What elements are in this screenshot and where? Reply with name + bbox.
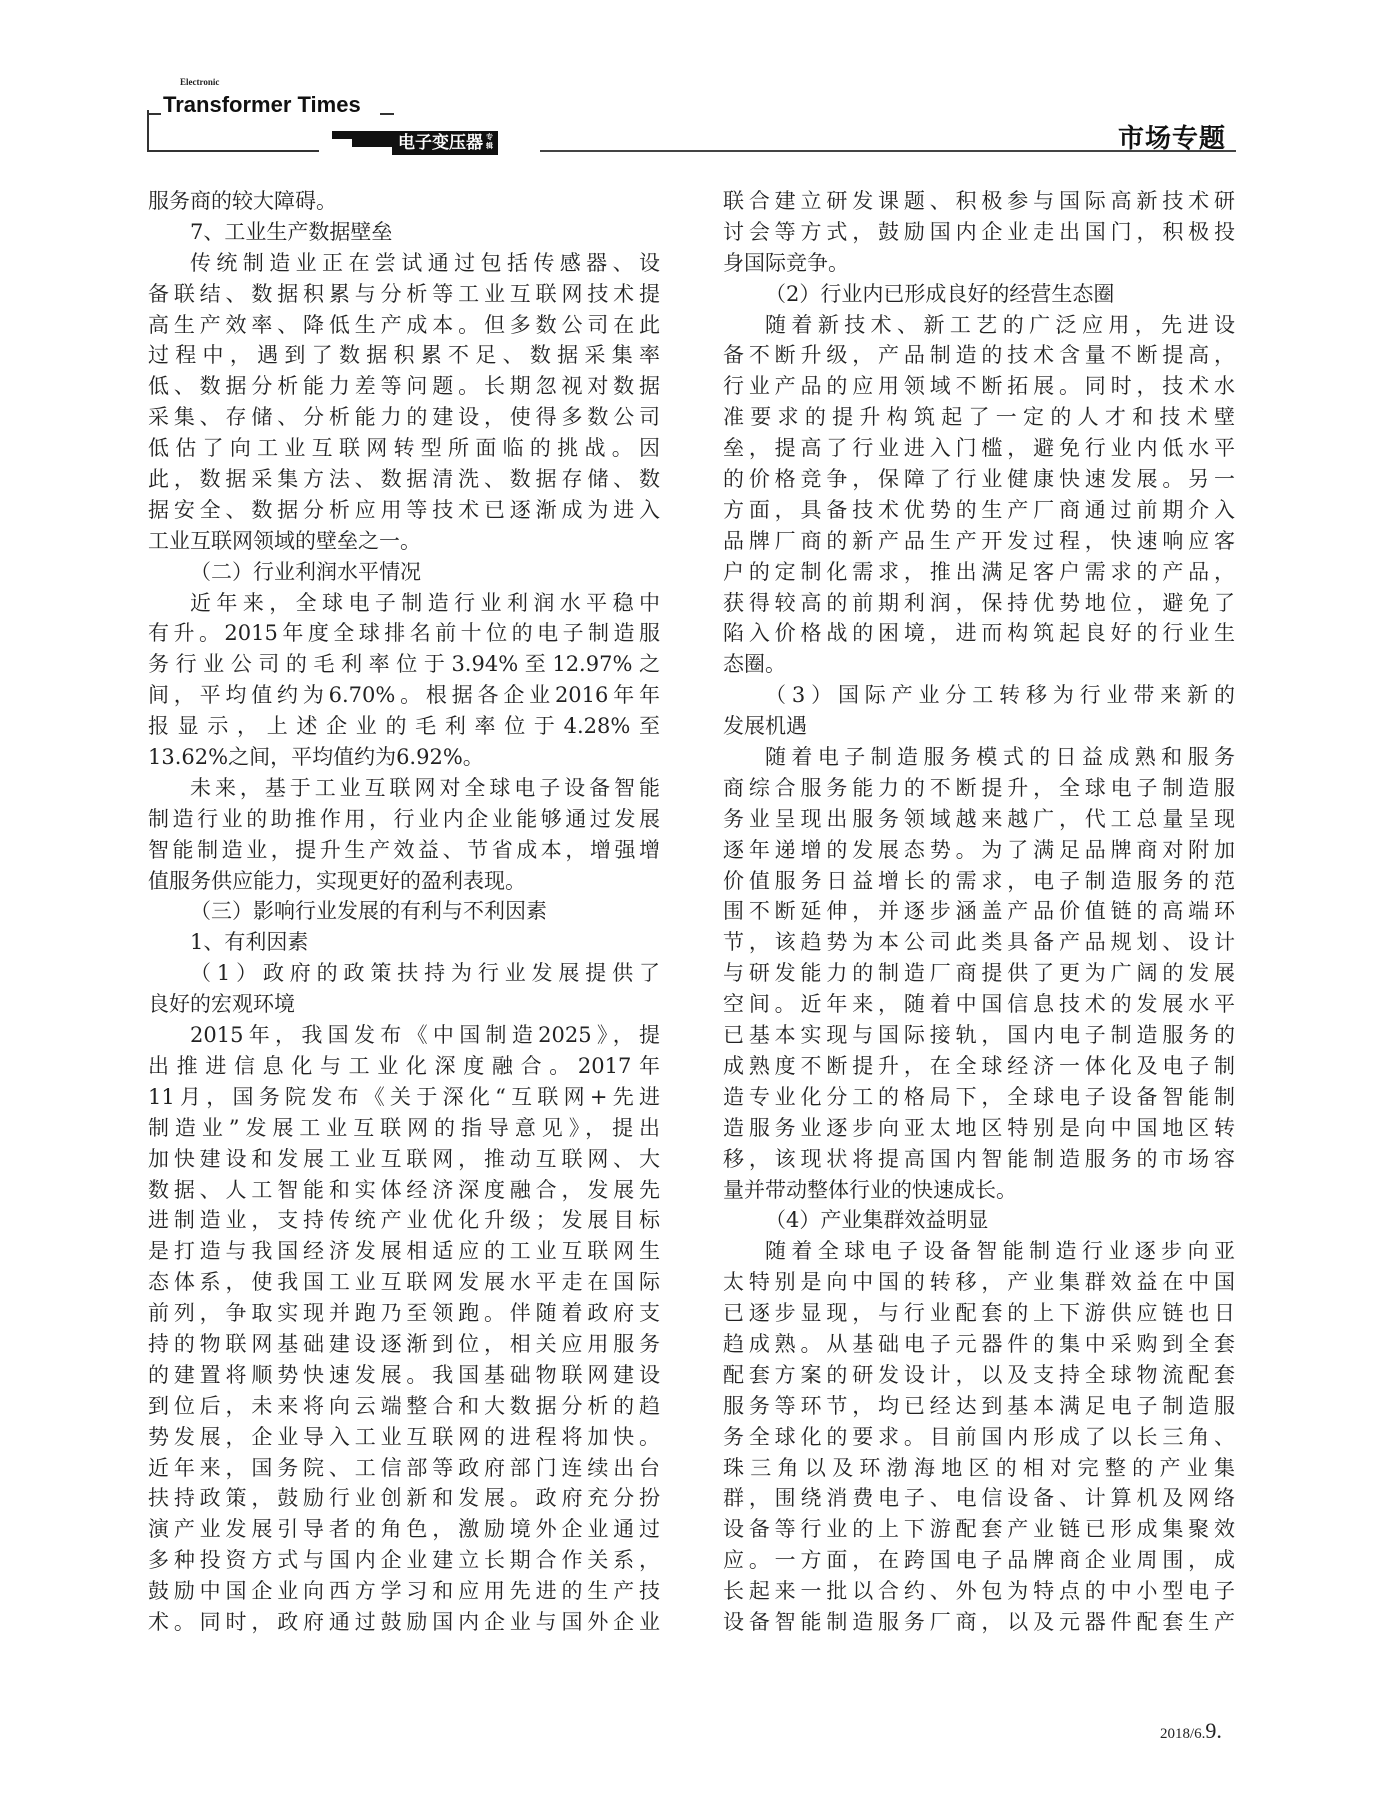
- text-line: 近年来，全球电子制造行业利润水平稳中: [190, 590, 660, 615]
- text-line: 户的定制化需求，推出满足客户需求的产品，: [723, 559, 1235, 584]
- text-line: 11月，国务院发布《关于深化“互联网+先进: [148, 1084, 660, 1109]
- text-line: 据安全、数据分析应用等技术已逐渐成为进入: [148, 497, 660, 522]
- text-line: 务全球化的要求。目前国内形成了以长三角、: [723, 1424, 1235, 1449]
- text-line: 商综合服务能力的不断提升，全球电子制造服: [723, 775, 1235, 800]
- text-line: 多种投资方式与国内企业建立长期合作关系，: [148, 1548, 660, 1573]
- text-line: 的建置将顺势快速发展。我国基础物联网建设: [148, 1362, 660, 1387]
- text-line: 到位后，未来将向云端整合和大数据分析的趋: [148, 1393, 660, 1418]
- text-line: 量并带动整体行业的快速成长。: [723, 1177, 1017, 1202]
- text-line: 配套方案的研发设计，以及支持全球物流配套: [723, 1362, 1235, 1387]
- text-line: 前列，争取实现并跑乃至领跑。伴随着政府支: [148, 1301, 660, 1326]
- text-line: 低估了向工业互联网转型所面临的挑战。因: [148, 436, 660, 461]
- text-line: 服务商的较大障碍。: [148, 189, 337, 213]
- text-line: （1）政府的政策扶持为行业发展提供了: [190, 961, 660, 986]
- text-line: 与研发能力的制造厂商提供了更为广阔的发展: [723, 961, 1235, 986]
- text-line: 传统制造业正在尝试通过包括传感器、设: [190, 250, 660, 275]
- text-line: 持的物联网基础建设逐渐到位，相关应用服务: [148, 1331, 660, 1356]
- text-line: 太特别是向中国的转移，产业集群效益在中国: [723, 1270, 1235, 1295]
- text-line: 未来，基于工业互联网对全球电子设备智能: [190, 775, 660, 800]
- text-line: 造服务业逐步向亚太地区特别是向中国地区转: [723, 1115, 1235, 1140]
- text-line: 务行业公司的毛利率位于3.94%至12.97%之: [148, 652, 660, 677]
- text-line: 出推进信息化与工业化深度融合。2017年: [148, 1053, 660, 1078]
- text-line: 13.62%之间，平均值约为6.92%。: [148, 745, 484, 770]
- text-line: 工业互联网领域的壁垒之一。: [148, 528, 421, 553]
- text-line: 垒，提高了行业进入门槛，避免行业内低水平: [723, 436, 1235, 461]
- text-line: 采集、存储、分析能力的建设，使得多数公司: [148, 405, 660, 430]
- text-line: 良好的宏观环境: [148, 992, 295, 1017]
- text-line: 值服务供应能力，实现更好的盈利表现。: [148, 868, 526, 893]
- text-line: 的价格竞争，保障了行业健康快速发展。另一: [723, 467, 1235, 492]
- text-line: 态圈。: [723, 652, 786, 677]
- text-line: 术。同时，政府通过鼓励国内企业与国外企业: [148, 1609, 660, 1634]
- text-line: 智能制造业，提升生产效益、节省成本，增强增: [148, 837, 660, 862]
- text-line: 7、工业生产数据壁垒: [190, 219, 393, 244]
- text-line: 已逐步显现，与行业配套的上下游供应链也日: [723, 1301, 1235, 1326]
- text-line: 随着电子制造服务模式的日益成熟和服务: [765, 745, 1235, 770]
- text-line: 低、数据分析能力差等问题。长期忽视对数据: [148, 374, 660, 399]
- text-line: 成熟度不断提升，在全球经济一体化及电子制: [723, 1053, 1235, 1078]
- text-line: 近年来，国务院、工信部等政府部门连续出台: [148, 1455, 660, 1480]
- text-line: 加快建设和发展工业互联网，推动互联网、大: [148, 1146, 660, 1171]
- text-line: 演产业发展引导者的角色，激励境外企业通过: [148, 1517, 660, 1542]
- page-number: 9.: [1205, 1718, 1222, 1743]
- page-footer: [1160, 1718, 1222, 1744]
- text-line: 移，该现状将提高国内智能制造服务的市场容: [723, 1146, 1235, 1171]
- text-line: 有升。2015年度全球排名前十位的电子制造服: [148, 621, 660, 646]
- text-line: 制造行业的助推作用，行业内企业能够通过发展: [148, 806, 660, 831]
- text-line: 势发展，企业导入工业互联网的进程将加快。: [148, 1424, 660, 1449]
- text-column-right: [723, 186, 1235, 1638]
- text-line: 品牌厂商的新产品生产开发过程，快速响应客: [723, 528, 1235, 553]
- text-line: 鼓励中国企业向西方学习和应用先进的生产技: [148, 1579, 660, 1604]
- logo-small-text: Electronic: [180, 77, 220, 87]
- text-line: 发展机遇: [723, 714, 807, 739]
- text-line: 随着新技术、新工艺的广泛应用，先进设: [765, 312, 1235, 337]
- text-line: 造专业化分工的格局下，全球电子设备智能制: [723, 1084, 1235, 1109]
- text-line: （3）国际产业分工转移为行业带来新的: [765, 683, 1235, 708]
- header-rule-left: [147, 150, 319, 152]
- text-line: 长起来一批以合约、外包为特点的中小型电子: [723, 1579, 1235, 1604]
- text-line: 务业呈现出服务领域越来越广，代工总量呈现: [723, 806, 1235, 831]
- text-line: 方面，具备技术优势的生产厂商通过前期介入: [723, 497, 1235, 522]
- text-line: 准要求的提升构筑起了一定的人才和技术壁: [723, 405, 1235, 430]
- text-line: 已基本实现与国际接轨，国内电子制造服务的: [723, 1023, 1235, 1048]
- text-line: （4）产业集群效益明显: [765, 1208, 989, 1233]
- issue-date: 2018/6.: [1160, 1726, 1206, 1742]
- text-line: 此，数据采集方法、数据清洗、数据存储、数: [148, 467, 660, 492]
- text-line: 态体系，使我国工业互联网发展水平走在国际: [148, 1270, 660, 1295]
- text-line: 数据、人工智能和实体经济深度融合，发展先: [148, 1177, 660, 1202]
- badge-sup: 专辑: [486, 133, 493, 150]
- text-line: 设备智能制造服务厂商，以及元器件配套生产: [723, 1609, 1235, 1634]
- header-dash-right: [380, 113, 394, 115]
- text-line: 备联结、数据积累与分析等工业互联网技术提: [148, 281, 660, 306]
- text-line: 服务等环节，均已经达到基本满足电子制造服: [723, 1393, 1235, 1418]
- text-line: 2015年，我国发布《中国制造2025》，提: [190, 1023, 660, 1048]
- text-line: 间，平均值约为6.70%。根据各企业2016年年: [148, 683, 660, 708]
- text-line: 陷入价格战的困境，进而构筑起良好的行业生: [723, 621, 1235, 646]
- text-line: 身国际竞争。: [723, 250, 849, 275]
- text-column-left: [148, 186, 660, 1638]
- text-line: 设备等行业的上下游配套产业链已形成集聚效: [723, 1517, 1235, 1542]
- text-line: 空间。近年来，随着中国信息技术的发展水平: [723, 992, 1235, 1017]
- text-line: 1、有利因素: [190, 930, 309, 955]
- text-line: 获得较高的前期利润，保持优势地位，避免了: [723, 590, 1235, 615]
- text-line: 随着全球电子设备智能制造行业逐步向亚: [765, 1239, 1235, 1264]
- header-rule-vertical: [147, 110, 149, 152]
- text-line: 备不断升级，产品制造的技术含量不断提高，: [723, 343, 1235, 368]
- text-line: 珠三角以及环渤海地区的相对完整的产业集: [723, 1455, 1235, 1480]
- text-line: 进制造业，支持传统产业优化升级；发展目标: [148, 1208, 660, 1233]
- text-line: 高生产效率、降低生产成本。但多数公司在此: [148, 312, 660, 337]
- badge-text: 电子变压器: [398, 133, 483, 153]
- journal-badge: [392, 131, 498, 155]
- text-line: 价值服务日益增长的需求，电子制造服务的范: [723, 868, 1235, 893]
- text-line: 讨会等方式，鼓励国内企业走出国门，积极投: [723, 219, 1235, 244]
- text-line: 逐年递增的发展态势。为了满足品牌商对附加: [723, 837, 1235, 862]
- header-dash-left: [147, 113, 161, 115]
- text-line: 趋成熟。从基础电子元器件的集中采购到全套: [723, 1331, 1235, 1356]
- text-line: 群，围绕消费电子、电信设备、计算机及网络: [723, 1486, 1235, 1511]
- text-line: （二）行业利润水平情况: [190, 559, 421, 584]
- text-line: 联合建立研发课题、积极参与国际高新技术研: [723, 189, 1235, 213]
- text-line: 过程中，遇到了数据积累不足、数据采集率: [148, 343, 660, 368]
- text-line: 扶持政策，鼓励行业创新和发展。政府充分扮: [148, 1486, 660, 1511]
- text-line: 围不断延伸，并逐步涵盖产品价值链的高端环: [723, 899, 1235, 924]
- text-line: 报显示，上述企业的毛利率位于4.28%至: [148, 714, 660, 739]
- text-line: （三）影响行业发展的有利与不利因素: [190, 899, 547, 924]
- text-line: 行业产品的应用领域不断拓展。同时，技术水: [723, 374, 1235, 399]
- text-line: 应。一方面，在跨国电子品牌商企业周围，成: [723, 1548, 1235, 1573]
- text-line: 制造业”发展工业互联网的指导意见》，提出: [148, 1115, 660, 1140]
- section-title: 市场专题: [1118, 124, 1227, 154]
- text-line: （2）行业内已形成良好的经营生态圈: [765, 281, 1115, 306]
- text-line: 是打造与我国经济发展相适应的工业互联网生: [148, 1239, 660, 1264]
- text-line: 节，该趋势为本公司此类具备产品规划、设计: [723, 930, 1235, 955]
- logo-title: Transformer Times: [163, 92, 361, 117]
